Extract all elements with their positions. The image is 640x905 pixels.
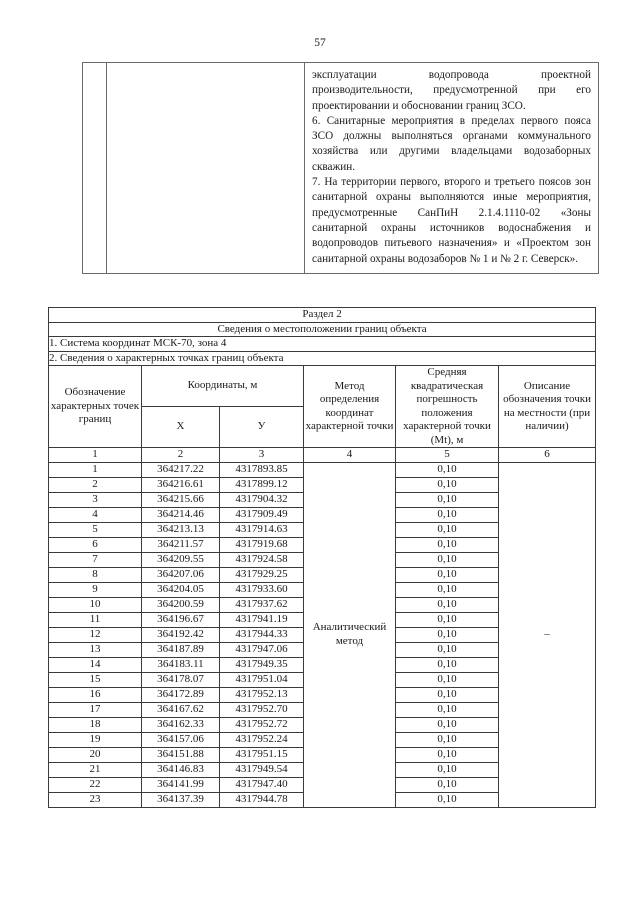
cell-coordinate-y: 4317893.85 xyxy=(220,462,304,477)
cell-point-number: 15 xyxy=(49,672,142,687)
cell-coordinate-y: 4317951.15 xyxy=(220,747,304,762)
cell-mean-square-error: 0,10 xyxy=(396,492,499,507)
cell-coordinate-y: 4317933.60 xyxy=(220,582,304,597)
coordinates-table-body xyxy=(49,462,596,807)
section-subtitle-row xyxy=(49,322,596,337)
cell-point-number: 12 xyxy=(49,627,142,642)
cell-coordinate-y: 4317904.32 xyxy=(220,492,304,507)
continuation-paragraph-3: 7. На территории первого, второго и третьего поясов зон санитарной охраны выполняются иные мероприятия, предусмотренные СанПиН 2.1.4.1110-02 «Зоны санитарной охраны источников водоснабжения и водопроводов питьевого назначения» и «Проектом зон санитарной охраны водозаборов № 1 и № 2 г. Северск». xyxy=(312,176,591,265)
cell-coordinate-y: 4317951.04 xyxy=(220,672,304,687)
cell-point-number: 11 xyxy=(49,612,142,627)
cell-coordinate-y: 4317949.54 xyxy=(220,762,304,777)
cell-point-number: 23 xyxy=(49,792,142,807)
top-table-middle-spacer-cell xyxy=(107,63,305,274)
column-number-4: 4 xyxy=(304,448,396,463)
section-title: Раздел 2 xyxy=(49,308,596,323)
cell-mean-square-error: 0,10 xyxy=(396,567,499,582)
cell-coordinate-y: 4317947.40 xyxy=(220,777,304,792)
column-number-row xyxy=(49,448,596,463)
table-row xyxy=(49,462,596,477)
cell-coordinate-x: 364167.62 xyxy=(142,702,220,717)
cell-coordinate-x: 364137.39 xyxy=(142,792,220,807)
cell-coordinate-x: 364211.57 xyxy=(142,537,220,552)
cell-point-number: 8 xyxy=(49,567,142,582)
column-number-1: 1 xyxy=(49,448,142,463)
cell-point-number: 17 xyxy=(49,702,142,717)
cell-coordinate-y: 4317952.70 xyxy=(220,702,304,717)
cell-mean-square-error: 0,10 xyxy=(396,477,499,492)
cell-coordinate-x: 364162.33 xyxy=(142,717,220,732)
column-number-2: 2 xyxy=(142,448,220,463)
cell-coordinate-x: 364207.06 xyxy=(142,567,220,582)
cell-mean-square-error: 0,10 xyxy=(396,627,499,642)
cell-mean-square-error: 0,10 xyxy=(396,747,499,762)
column-number-3: 3 xyxy=(220,448,304,463)
header-x: Х xyxy=(142,407,220,448)
cell-coordinate-x: 364157.06 xyxy=(142,732,220,747)
cell-description-value: – xyxy=(499,462,596,807)
cell-coordinate-y: 4317952.13 xyxy=(220,687,304,702)
cell-coordinate-y: 4317947.06 xyxy=(220,642,304,657)
continuation-text-table xyxy=(82,62,599,274)
cell-mean-square-error: 0,10 xyxy=(396,792,499,807)
cell-mean-square-error: 0,10 xyxy=(396,702,499,717)
header-description: Описание обозначения точки на местности (при наличии) xyxy=(499,366,596,448)
cell-coordinate-y: 4317949.35 xyxy=(220,657,304,672)
page-number: 57 xyxy=(314,37,326,49)
cell-mean-square-error: 0,10 xyxy=(396,717,499,732)
cell-mean-square-error: 0,10 xyxy=(396,732,499,747)
cell-point-number: 1 xyxy=(49,462,142,477)
section-title-row xyxy=(49,308,596,323)
column-number-5: 5 xyxy=(396,448,499,463)
cell-coordinate-y: 4317952.24 xyxy=(220,732,304,747)
cell-coordinate-x: 364200.59 xyxy=(142,597,220,612)
cell-point-number: 9 xyxy=(49,582,142,597)
cell-coordinate-x: 364192.42 xyxy=(142,627,220,642)
header-y: У xyxy=(220,407,304,448)
cell-coordinate-x: 364213.13 xyxy=(142,522,220,537)
cell-coordinate-y: 4317944.33 xyxy=(220,627,304,642)
cell-coordinate-y: 4317919.68 xyxy=(220,537,304,552)
cell-mean-square-error: 0,10 xyxy=(396,762,499,777)
column-number-6: 6 xyxy=(499,448,596,463)
cell-point-number: 13 xyxy=(49,642,142,657)
cell-coordinate-y: 4317952.72 xyxy=(220,717,304,732)
cell-point-number: 20 xyxy=(49,747,142,762)
cell-coordinate-y: 4317937.62 xyxy=(220,597,304,612)
cell-mean-square-error: 0,10 xyxy=(396,582,499,597)
cell-coordinate-x: 364209.55 xyxy=(142,552,220,567)
cell-coordinate-x: 364217.22 xyxy=(142,462,220,477)
cell-coordinate-x: 364214.46 xyxy=(142,507,220,522)
header-point-designation: Обозначение характерных точек границ xyxy=(49,366,142,448)
cell-coordinate-y: 4317899.12 xyxy=(220,477,304,492)
cell-mean-square-error: 0,10 xyxy=(396,672,499,687)
cell-coordinate-y: 4317941.19 xyxy=(220,612,304,627)
cell-coordinate-x: 364187.89 xyxy=(142,642,220,657)
cell-point-number: 2 xyxy=(49,477,142,492)
cell-coordinate-x: 364183.11 xyxy=(142,657,220,672)
cell-point-number: 3 xyxy=(49,492,142,507)
cell-point-number: 4 xyxy=(49,507,142,522)
coordinate-system-row xyxy=(49,337,596,352)
cell-method-value: Аналитический метод xyxy=(304,462,396,807)
cell-coordinate-y: 4317909.49 xyxy=(220,507,304,522)
coordinates-table xyxy=(48,307,596,808)
cell-mean-square-error: 0,10 xyxy=(396,537,499,552)
cell-mean-square-error: 0,10 xyxy=(396,597,499,612)
cell-mean-square-error: 0,10 xyxy=(396,522,499,537)
cell-point-number: 7 xyxy=(49,552,142,567)
cell-mean-square-error: 0,10 xyxy=(396,777,499,792)
cell-coordinate-x: 364146.83 xyxy=(142,762,220,777)
cell-coordinate-y: 4317914.63 xyxy=(220,522,304,537)
header-mean-square-error: Средняя квадратическая погрешность положения характерной точки (Mt), м xyxy=(396,366,499,448)
points-info-row xyxy=(49,351,596,366)
cell-mean-square-error: 0,10 xyxy=(396,552,499,567)
top-table-left-spacer-cell xyxy=(83,63,107,274)
cell-coordinate-x: 364178.07 xyxy=(142,672,220,687)
cell-point-number: 10 xyxy=(49,597,142,612)
coordinate-system-line: 1. Система координат МСК-70, зона 4 xyxy=(49,337,596,352)
top-table-text-cell xyxy=(305,63,599,274)
header-coordinates-group: Координаты, м xyxy=(142,366,304,407)
cell-coordinate-y: 4317944.78 xyxy=(220,792,304,807)
cell-coordinate-y: 4317929.25 xyxy=(220,567,304,582)
section-subtitle: Сведения о местоположении границ объекта xyxy=(49,322,596,337)
cell-coordinate-x: 364216.61 xyxy=(142,477,220,492)
cell-coordinate-x: 364215.66 xyxy=(142,492,220,507)
cell-coordinate-y: 4317924.58 xyxy=(220,552,304,567)
continuation-paragraph-1: эксплуатации водопровода проектной производительности, предусмотренной при его проектировании и обосновании границ ЗСО. xyxy=(312,69,591,112)
cell-point-number: 18 xyxy=(49,717,142,732)
cell-coordinate-x: 364196.67 xyxy=(142,612,220,627)
cell-coordinate-x: 364151.88 xyxy=(142,747,220,762)
cell-coordinate-x: 364204.05 xyxy=(142,582,220,597)
continuation-paragraph-2: 6. Санитарные мероприятия в пределах первого пояса ЗСО должны выполняться органами коммунального хозяйства или другими владельцами водозаборных скважин. xyxy=(312,114,591,173)
cell-mean-square-error: 0,10 xyxy=(396,657,499,672)
cell-mean-square-error: 0,10 xyxy=(396,687,499,702)
cell-point-number: 14 xyxy=(49,657,142,672)
cell-mean-square-error: 0,10 xyxy=(396,642,499,657)
cell-point-number: 22 xyxy=(49,777,142,792)
cell-point-number: 19 xyxy=(49,732,142,747)
table-header-row-1 xyxy=(49,366,596,407)
points-info-line: 2. Сведения о характерных точках границ объекта xyxy=(49,351,596,366)
cell-point-number: 21 xyxy=(49,762,142,777)
cell-mean-square-error: 0,10 xyxy=(396,507,499,522)
cell-mean-square-error: 0,10 xyxy=(396,612,499,627)
cell-point-number: 16 xyxy=(49,687,142,702)
cell-mean-square-error: 0,10 xyxy=(396,462,499,477)
cell-point-number: 6 xyxy=(49,537,142,552)
cell-point-number: 5 xyxy=(49,522,142,537)
cell-coordinate-x: 364172.89 xyxy=(142,687,220,702)
continuation-text xyxy=(305,63,598,273)
header-method: Метод определения координат характерной точки xyxy=(304,366,396,448)
cell-coordinate-x: 364141.99 xyxy=(142,777,220,792)
